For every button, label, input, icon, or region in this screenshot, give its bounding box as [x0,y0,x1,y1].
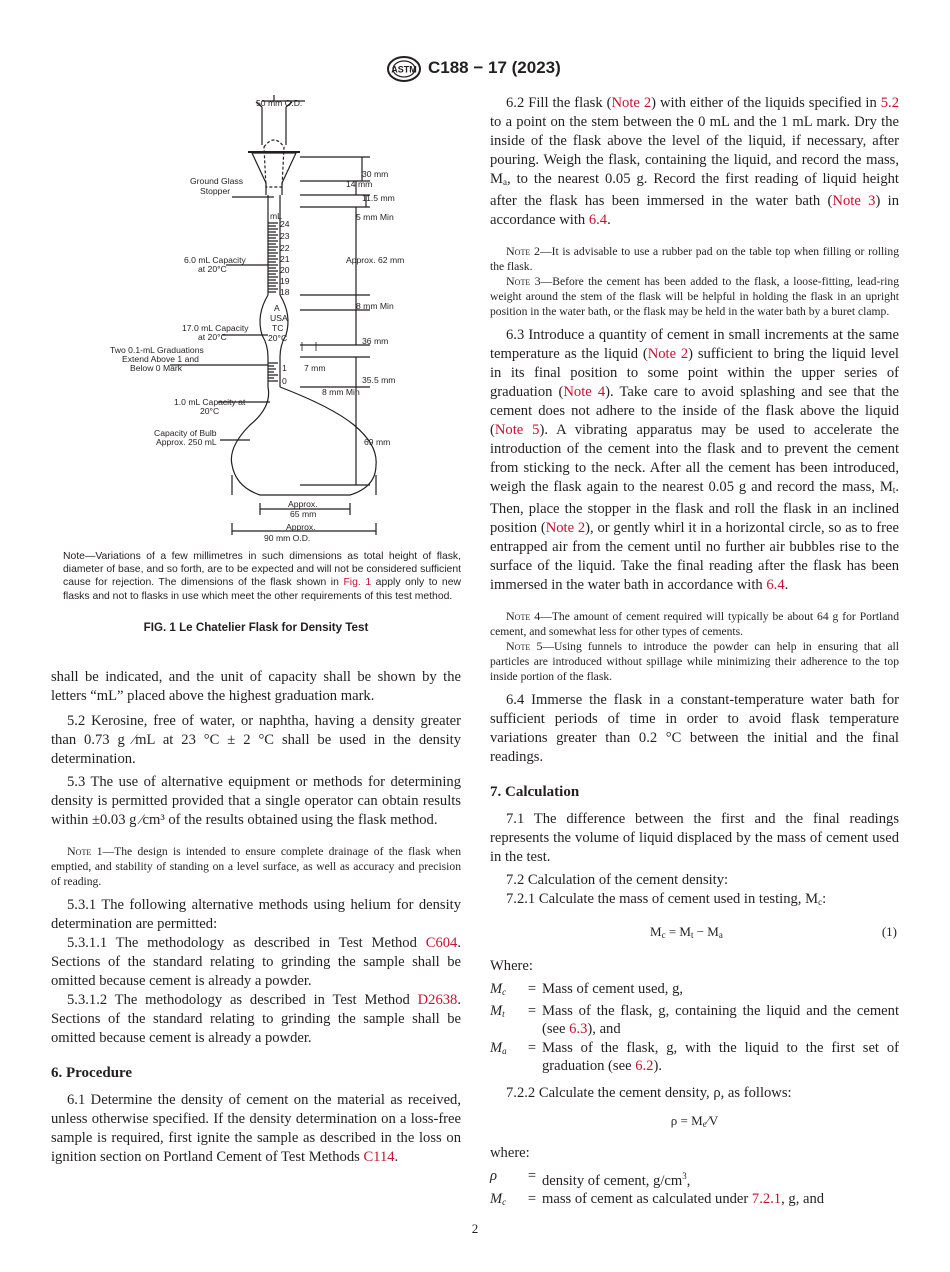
note-4: Note 4—The amount of cement required will typically be about 64 g for Portland cement, and somewhat less for other types of cements. [490,609,899,638]
figure-label: 35.5 mm [362,375,396,385]
section-heading-calculation: 7. Calculation [490,784,580,800]
figure-label: 23 [280,231,290,241]
figure-label: TC [272,323,284,333]
figure-label: 30 mm [362,169,389,179]
page-header [0,56,950,84]
figure-label: 69 mm [364,437,391,447]
where-label-2: where: [490,1144,530,1161]
figure-label: 1 [282,363,287,373]
paragraph-6-1: 6.1 Determine the density of cement on the material as received, unless otherwise specified. If the density determination on a loss-free sample is required, first ignite the sample as described in the loss on ignition section on Portland Cement of Test Methods C114. [51,1092,461,1165]
where-label: Where: [490,958,533,974]
funnel-shape [252,153,296,195]
astm-logo-icon [386,56,422,82]
link-6-2[interactable]: 6.2 [635,1058,654,1074]
link-6-4[interactable]: 6.4 [766,577,785,593]
figure-caption: FIG. 1 Le Chatelier Flask for Density Test [143,621,369,634]
paragraph-7-2: 7.2 Calculation of the cement density: [506,872,729,888]
left-column [51,668,461,1171]
paragraph-5-3-1-2: 5.3.1.2 The methodology as described in Test Method D2638. Sections of the standard relating to grinding the sample shall be omitted because cement is already a powder. [51,992,461,1046]
stopper-plug [264,140,284,187]
figure-label: 18 [280,287,290,297]
figure-label: 0 [282,376,287,386]
equation-number: (1) [881,924,897,939]
figure-label: 24 [280,219,290,229]
paragraph-6-4: 6.4 Immerse the flask in a constant-temperature water bath for sufficient periods of time in order to avoid flask temperature variations greater than 0.2 °C between the initial and the final readings. [490,692,899,765]
figure-label: 20°C [200,406,220,416]
figure-label: Approx. 62 mm [346,255,405,265]
figure-label: 7 mm [304,363,326,373]
figure-label: Ground Glass [190,176,244,186]
paragraph-5-2: 5.2 Kerosine, free of water, or naphtha, having a density greater than 0.73 g ⁄mL at 23 °C ± 2 °C shall be used in the density determination. [51,713,461,767]
figure-label: 8 mm Min [322,387,360,397]
figure-label: 36 mm [362,336,389,346]
link-note-3[interactable]: Note 3 [832,193,876,209]
figure-label: 21 [280,254,290,264]
link-d2638[interactable]: D2638 [417,992,458,1008]
bulb-outline [231,387,376,495]
figure-label: 90 mm O.D. [264,533,311,543]
note-2: Note 2—It is advisable to use a rubber pad on the table top when filling or rolling the flask. [490,244,899,273]
paragraph-6-3: 6.3 Introduce a quantity of cement in small increments at the same temperature as the liquid (Note 2) sufficient to bring the liquid level in its final position to some point within the upper series of graduation (Note 4). Take care to avoid splashing and see that the cement does not adhere to the inside of the flask above the liquid (Note 5). A vibrating apparatus may be used to accelerate the introduction of the cement into the flask and to prevent the cement from sticking to the neck. After all the cement has been introduced, weigh the flask again to the nearest 0.05 g and record the mass, $M_t$. Then, place the stopper in the flask and roll the flask in an inclined position (Note 2), or gently whirl it in a horizontal circle, so as to free entrapped air from the cement until no further air bubbles rise to the surface of the liquid. Take the final reading after the flask has been immersed in the water bath in accordance with 6.4. [490,327,899,593]
figure-note: Note—Variations of a few millimetres in such dimensions as total height of flask, diameter of base, and so forth, are to be expected and will not be considered sufficient cause for rejection. The dimensions of the flask shown in Fig. 1 apply only to new flasks and not to flasks in use which meet the other requirements of this test method. [63,551,461,602]
logo-text: ASTM [391,64,417,75]
figure-label: 6.0 mL Capacity [184,255,246,265]
figure-label: Below 0 Mark [130,363,183,373]
link-c604[interactable]: C604 [425,935,458,951]
figure-label: 19 [280,276,290,286]
paragraph-5-3-1-1: 5.3.1.1 The methodology as described in Test Method C604. Sections of the standard relating to grinding the sample shall be omitted because cement is already a powder. [51,935,461,989]
graduation-ticks [268,223,278,381]
figure-label: at 20°C [198,332,227,342]
page-number: 2 [471,1221,479,1236]
figure-label: at 20°C [198,264,227,274]
figure-label: Two 0.1-mL Graduations [110,345,204,355]
standard-designation: C188 − 17 (2023) [428,58,561,77]
link-note-5[interactable]: Note 5 [494,422,540,438]
figure-label: 20 [280,265,290,275]
paragraph-continued: shall be indicated, and the unit of capacity shall be shown by the letters “mL” placed above the highest graduation mark. [51,669,461,704]
figure-label: Approx. [288,499,318,509]
link-note-2[interactable]: Note 2 [647,346,689,362]
equation-2: $\rho = M_c⁄V$ [670,1112,719,1129]
stopper-top-lines [256,102,292,145]
fig-link[interactable]: Fig. 1 [343,577,372,589]
link-note-2[interactable]: Note 2 [545,520,586,536]
link-note-2[interactable]: Note 2 [611,95,652,111]
link-6-3[interactable]: 6.3 [569,1021,588,1037]
figure-label: 65 mm [290,509,317,519]
note-3: Note 3—Before the cement has been added to the flask, a loose-fitting, lead-ring weight around the stem of the flask will be helpful in holding the flask in an upright position in the water bath, or the flask may be held in the water bath by a buret clamp. [490,274,900,318]
definitions-list-2: ρ = density of cement, $g/cm^3$, $M_c$ = mass of cement as calculated under 7.2.1, g, and [490,1167,825,1207]
figure-label: 22 [280,243,290,253]
figure-label: 8 mm Min [356,301,394,311]
figure-label: Capacity of Bulb [154,428,217,438]
figure-label: 20°C [268,333,288,343]
figure-label: 17.0 mL Capacity [182,323,249,333]
link-5-2[interactable]: 5.2 [880,95,899,111]
right-column [490,94,899,1220]
link-6-4[interactable]: 6.4 [588,212,608,228]
figure-label: A [274,303,280,313]
section-heading-procedure: 6. Procedure [51,1065,133,1081]
figure-label: mL [270,211,282,221]
note-1: Note 1—The design is intended to ensure complete drainage of the flask when emptied, and stability of standing on a level surface, as well as accuracy and precision of reading. [51,844,462,888]
figure-label: Stopper [200,186,231,196]
paragraph-7-2-2: 7.2.2 Calculate the cement density, ρ, as follows: [506,1084,792,1101]
figure-label: 11.5 mm [362,193,395,203]
figure-label: 5 mm Min [356,212,394,222]
definitions-list-1: $M_c$ = Mass of cement used, g, $M_t$ = Mass of the flask, g, containing the liquid and the cement (see 6.3), and $M_a$ = Mass of the flask, g, with the liquid to the first set of graduation (see 6.2). [490,981,899,1074]
link-note-4[interactable]: Note 4 [563,384,606,400]
link-7-2-1[interactable]: 7.2.1 [751,1191,782,1207]
figure-label: Approx. [286,522,316,532]
paragraph-7-1: 7.1 The difference between the first and the final readings represents the volume of liquid displaced by the mass of cement used in the test. [490,811,899,865]
paragraph-5-3: 5.3 The use of alternative equipment or methods for determining density is permitted provided that a single operator can obtain results within ±0.03 g ⁄cm³ of the results obtained using the flask method. [51,774,461,828]
figure-label: Extend Above 1 and [122,354,199,364]
figure-label: Approx. 250 mL [156,437,217,447]
paragraph-6-2: 6.2 Fill the flask (Note 2) with either of the liquids specified in 5.2 to a point on the stem between the 0 mL and the 1 mL mark. Dry the inside of the flask above the level of the liquid, if necessary, after pouring. Weigh the flask, containing the liquid, and record the mass, $M_a$, to the nearest 0.05 g. Record the first reading of liquid height after the flask has been immersed in the water bath (Note 3) in accordance with 6.4. [490,95,899,228]
note-5: Note 5—Using funnels to introduce the powder can help in ensuring that all particles are introduced without spillage while minimizing their adherence to the top inside portion of the flask. [490,639,899,683]
paragraph-5-3-1: 5.3.1 The following alternative methods using helium for density determination are permitted: [51,897,461,932]
link-c114[interactable]: C114 [363,1149,395,1165]
figure-label: USA [270,313,288,323]
paragraph-7-2-1: 7.2.1 Calculate the mass of cement used in testing, $M_c$: [506,891,827,907]
figure-label: 50 mm O.D. [256,98,303,108]
figure-label: 14 mm [346,179,373,189]
equation-1: $M_c = M_t - M_a$ (1) [490,922,899,945]
figure-label: 1.0 mL Capacity at [174,397,246,407]
